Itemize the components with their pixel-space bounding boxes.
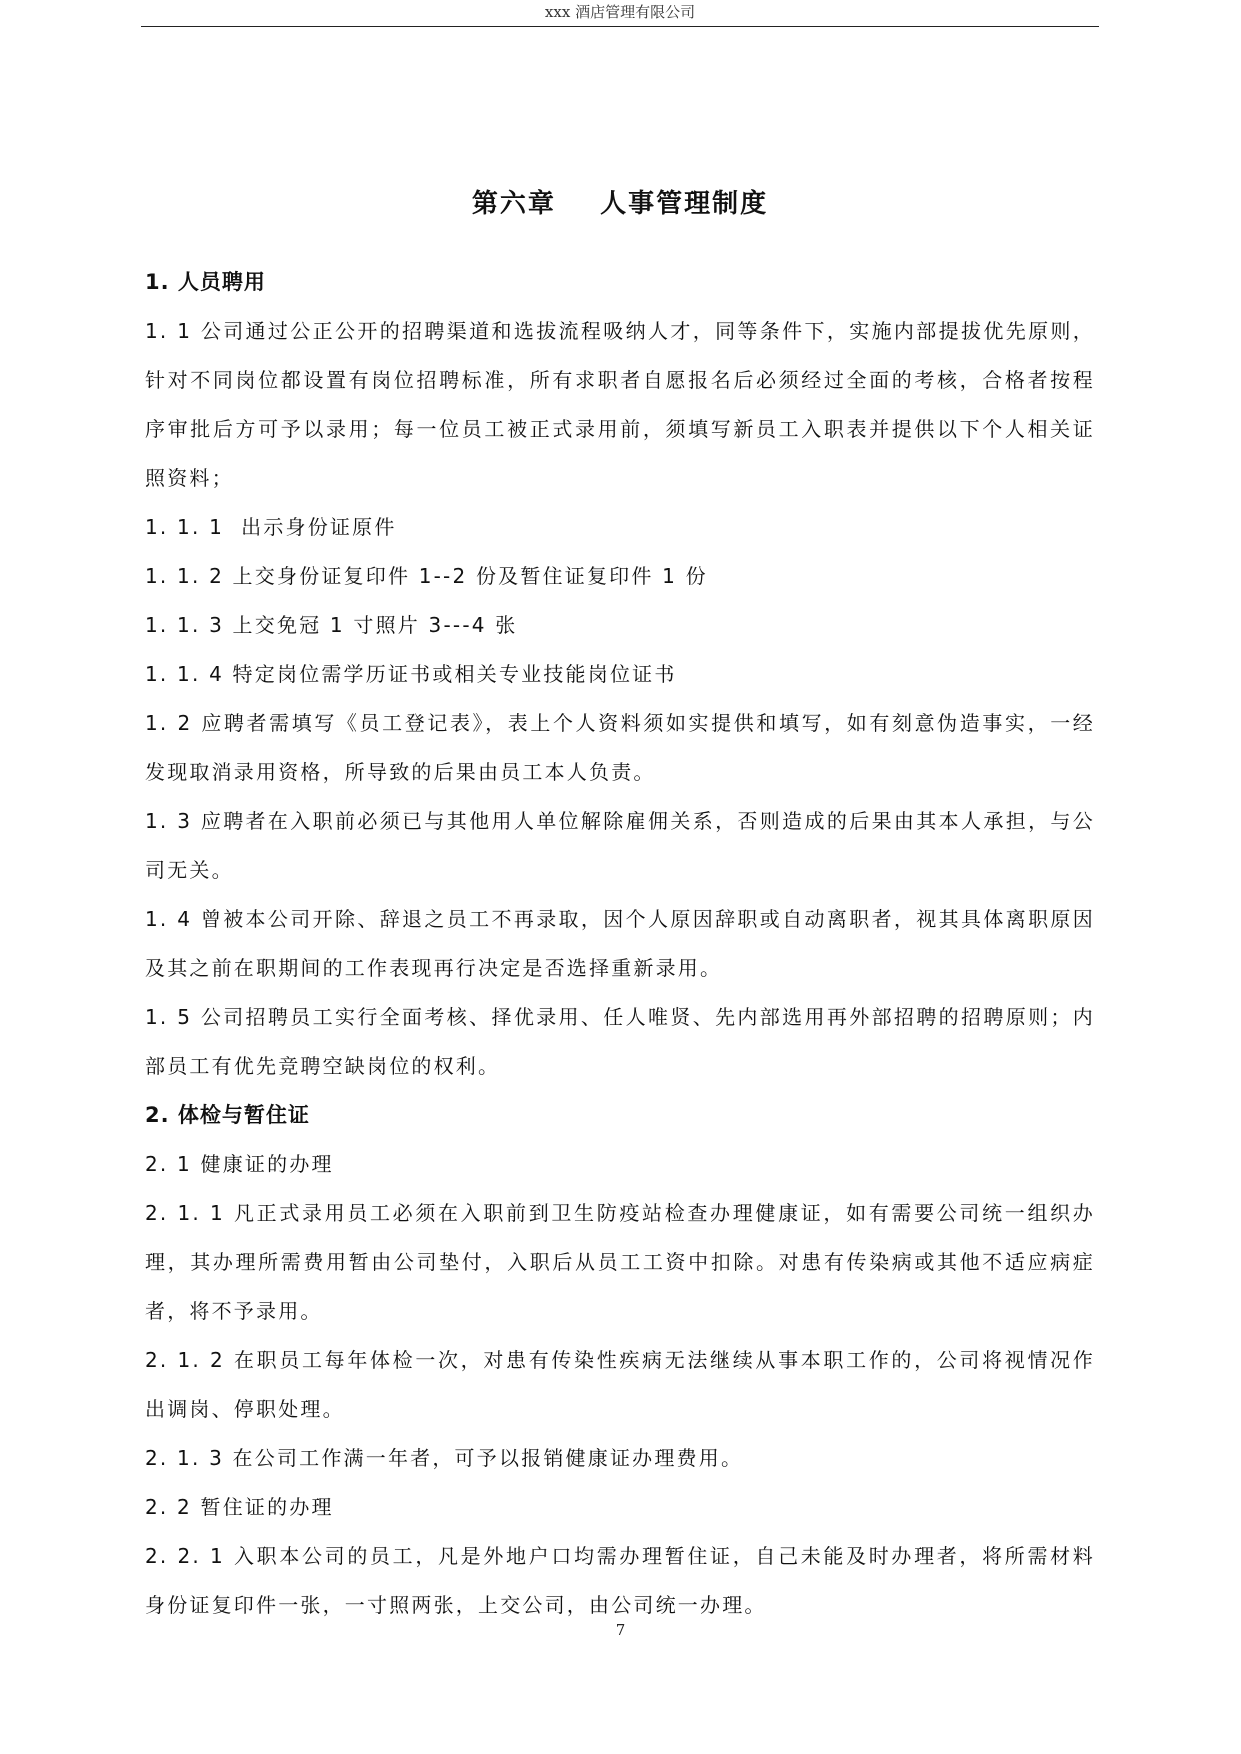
paragraph-1-3: 1. 3 应聘者在入职前必须已与其他用人单位解除雇佣关系，否则造成的后果由其本人承担，与公司无关。 bbox=[145, 809, 1095, 882]
page-header bbox=[141, 0, 1099, 27]
paragraph-2-1-1: 2. 1. 1 凡正式录用员工必须在入职前到卫生防疫站检查办理健康证，如有需要公司统一组织办理，其办理所需费用暂由公司垫付，入职后从员工工资中扣除。对患有传染病或其他不适应病症者，将不予录用。 bbox=[145, 1201, 1095, 1323]
paragraph-1-4: 1. 4 曾被本公司开除、辞退之员工不再录取，因个人原因辞职或自动离职者，视其具体离职原因及其之前在职期间的工作表现再行决定是否选择重新录用。 bbox=[145, 907, 1095, 980]
document-body bbox=[145, 258, 1095, 1630]
page-number: 7 bbox=[615, 1621, 626, 1639]
paragraph-2-2-1: 2. 2. 1 入职本公司的员工，凡是外地户口均需办理暂住证，自己未能及时办理者，将所需材料身份证复印件一张，一寸照两张，上交公司，由公司统一办理。 bbox=[145, 1544, 1095, 1617]
paragraph-1-5: 1. 5 公司招聘员工实行全面考核、择优录用、任人唯贤、先内部选用再外部招聘的招聘原则；内部员工有优先竞聘空缺岗位的权利。 bbox=[145, 1005, 1095, 1078]
chapter-title: 第六章 人事管理制度 bbox=[471, 189, 769, 219]
header-company-name: xxx 酒店管理有限公司 bbox=[544, 3, 696, 21]
paragraph-2-1-2: 2. 1. 2 在职员工每年体检一次，对患有传染性疾病无法继续从事本职工作的，公司将视情况作出调岗、停职处理。 bbox=[145, 1348, 1095, 1421]
section-recruitment bbox=[145, 258, 1095, 1091]
paragraph-1-2: 1. 2 应聘者需填写《员工登记表》，表上个人资料须如实提供和填写，如有刻意伪造事实，一经发现取消录用资格，所导致的后果由员工本人负责。 bbox=[145, 711, 1095, 784]
paragraph-1-1-3: 1. 1. 3 上交免冠 1 寸照片 3---4 张 bbox=[145, 613, 518, 637]
paragraph-1-1-1: 1. 1. 1 出示身份证原件 bbox=[145, 515, 397, 539]
paragraph-1-1-2: 1. 1. 2 上交身份证复印件 1--2 份及暂住证复印件 1 份 bbox=[145, 564, 708, 588]
paragraph-1-1: 1. 1 公司通过公正公开的招聘渠道和选拔流程吸纳人才，同等条件下，实施内部提拔优先原则，针对不同岗位都设置有岗位招聘标准，所有求职者自愿报名后必须经过全面的考核，合格者按程序审批后方可予以录用；每一位员工被正式录用前，须填写新员工入职表并提供以下个人相关证照资料； bbox=[145, 319, 1095, 490]
paragraph-2-1: 2. 1 健康证的办理 bbox=[145, 1152, 334, 1176]
section-heading: 2. 体检与暂住证 bbox=[145, 1103, 310, 1127]
paragraph-2-2: 2. 2 暂住证的办理 bbox=[145, 1495, 334, 1519]
paragraph-2-1-3: 2. 1. 3 在公司工作满一年者，可予以报销健康证办理费用。 bbox=[145, 1446, 744, 1470]
paragraph-1-1-4: 1. 1. 4 特定岗位需学历证书或相关专业技能岗位证书 bbox=[145, 662, 677, 686]
section-heading: 1. 人员聘用 bbox=[145, 270, 266, 294]
section-health-check bbox=[145, 1091, 1095, 1630]
